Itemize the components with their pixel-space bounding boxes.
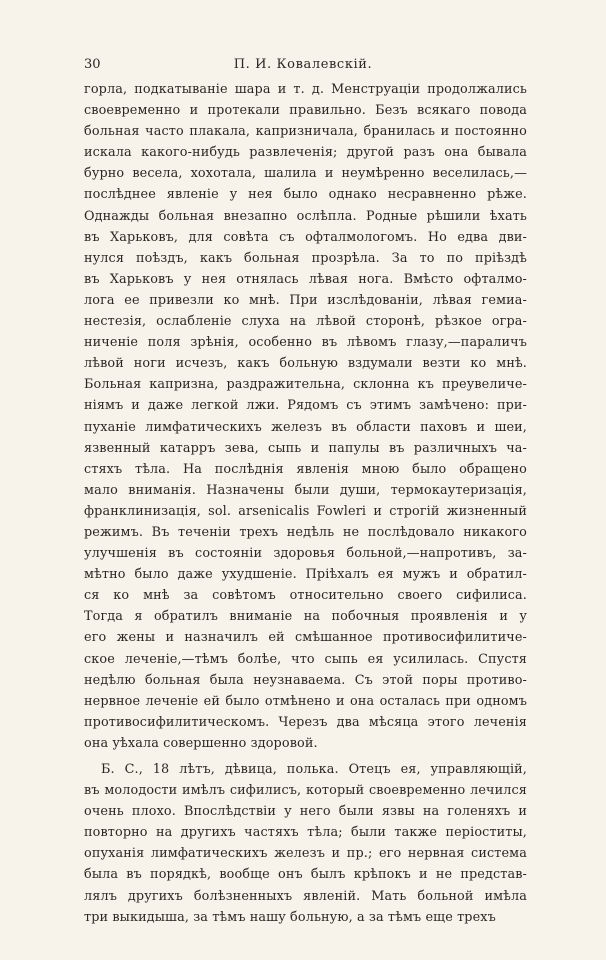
text-line: ніямъ и даже легкой лжи. Рядомъ съ этимъ замѣчено: при-	[84, 398, 527, 414]
text-line: его жены и назначилъ ей смѣшанное противосифилитиче-	[84, 630, 527, 646]
text-line: послѣднее явленіе у нея было однако несравненно рѣже.	[84, 187, 527, 203]
text-line: режимъ. Въ теченіи трехъ недѣль не послѣдовало никакого	[84, 524, 527, 540]
text-line: Б. С., 18 лѣтъ, дѣвица, полька. Отецъ ея, управляющій,	[101, 762, 527, 777]
text-line: очень плохо. Впослѣдствіи у него были язвы на голеняхъ и	[84, 804, 527, 820]
text-line: повторно на другихъ частяхъ тѣла; были также періоститы,	[84, 825, 527, 841]
text-line: ниченіе поля зрѣнія, особенно въ лѣвомъ глазу,—параличъ	[84, 335, 527, 351]
page-header	[84, 56, 522, 74]
text-line: язвенный катарръ зева, сыпь и папулы въ различныхъ ча-	[84, 440, 527, 456]
text-line: горла, подкатываніе шара и т. д. Менструаціи продолжались	[84, 82, 527, 97]
text-line: была въ порядкѣ, вообще онъ былъ крѣпокъ и не представ-	[84, 867, 527, 883]
text-line: въ Харьковъ, для совѣта съ офталмологомъ. Но едва дви-	[84, 229, 527, 245]
paragraph	[84, 79, 527, 754]
text-line: улучшенія въ состояніи здоровья больной,—напротивъ, за-	[84, 546, 527, 562]
text-line: нестезія, ослабленіе слуха на лѣвой сторонѣ, рѣзкое огра-	[84, 314, 527, 330]
text-line: франклинизація, sol. arsenicalis Fowleri и строгій жизненный	[84, 503, 527, 519]
text-line: противосифилитическомъ. Черезъ два мѣсяца этого леченія	[84, 714, 527, 730]
text-line: пуханіе лимфатическихъ железъ въ области паховъ и шеи,	[84, 419, 527, 435]
text-line: стяхъ тѣла. На послѣднія явленія мною было обращено	[84, 461, 527, 477]
text-line: мало вниманія. Назначены были души, термокаутеризація,	[84, 482, 527, 498]
text-line: въ молодости имѣлъ сифилисъ, который своевременно лечился	[84, 783, 527, 799]
text-line: нервное леченіе ей было отмѣнено и она осталась при одномъ	[84, 693, 527, 709]
text-line: бурно весела, хохотала, шалила и неумѣренно веселилась,—	[84, 166, 527, 182]
paragraph	[84, 759, 527, 928]
text-line: она уѣхала совершенно здоровой.	[84, 735, 318, 751]
running-head: П. И. Ковалевскій.	[233, 57, 373, 72]
text-line: Больная капризна, раздражительна, склонна къ преувеличе-	[84, 377, 527, 393]
page-number: 30	[84, 57, 101, 72]
text-line: лялъ другихъ болѣзненныхъ явленій. Мать больной имѣла	[84, 888, 527, 904]
text-line: опуханія лимфатическихъ железъ и пр.; его нервная система	[84, 846, 527, 862]
text-line: нулся поѣздъ, какъ больная прозрѣла. За то по пріѣздѣ	[84, 250, 527, 266]
text-line: Однажды больная внезапно ослѣпла. Родные рѣшили ѣхать	[84, 208, 527, 224]
text-line: въ Харьковъ у нея отнялась лѣвая нога. Вмѣсто офталмо-	[84, 271, 527, 287]
text-line: недѣлю больная была неузнаваема. Съ этой поры противо-	[84, 672, 527, 688]
text-line: ся ко мнѣ за совѣтомъ относительно своего сифилиса.	[84, 588, 527, 604]
text-line: ское леченіе,—тѣмъ болѣе, что сыпь ея усилилась. Спустя	[84, 651, 527, 667]
text-line: три выкидыша, за тѣмъ нашу больную, а за тѣмъ еще трехъ	[84, 909, 496, 925]
text-line: своевременно и протекали правильно. Безъ всякаго повода	[84, 103, 527, 119]
text-line: больная часто плакала, капризничала, бранилась и постоянно	[84, 124, 527, 140]
body-text	[84, 79, 527, 928]
text-line: Тогда я обратилъ вниманіе на побочныя проявленія и у	[84, 609, 527, 625]
text-line: мѣтно было даже ухудшеніе. Пріѣхалъ ея мужъ и обратил-	[84, 567, 527, 583]
text-line: искала какого-нибудь развлеченія; другой разъ она бывала	[84, 145, 527, 161]
text-line: лѣвой ноги исчезъ, какъ больную вздумали везти ко мнѣ.	[84, 356, 527, 372]
text-line: лога ее привезли ко мнѣ. При изслѣдованіи, лѣвая гемиа-	[84, 292, 527, 308]
